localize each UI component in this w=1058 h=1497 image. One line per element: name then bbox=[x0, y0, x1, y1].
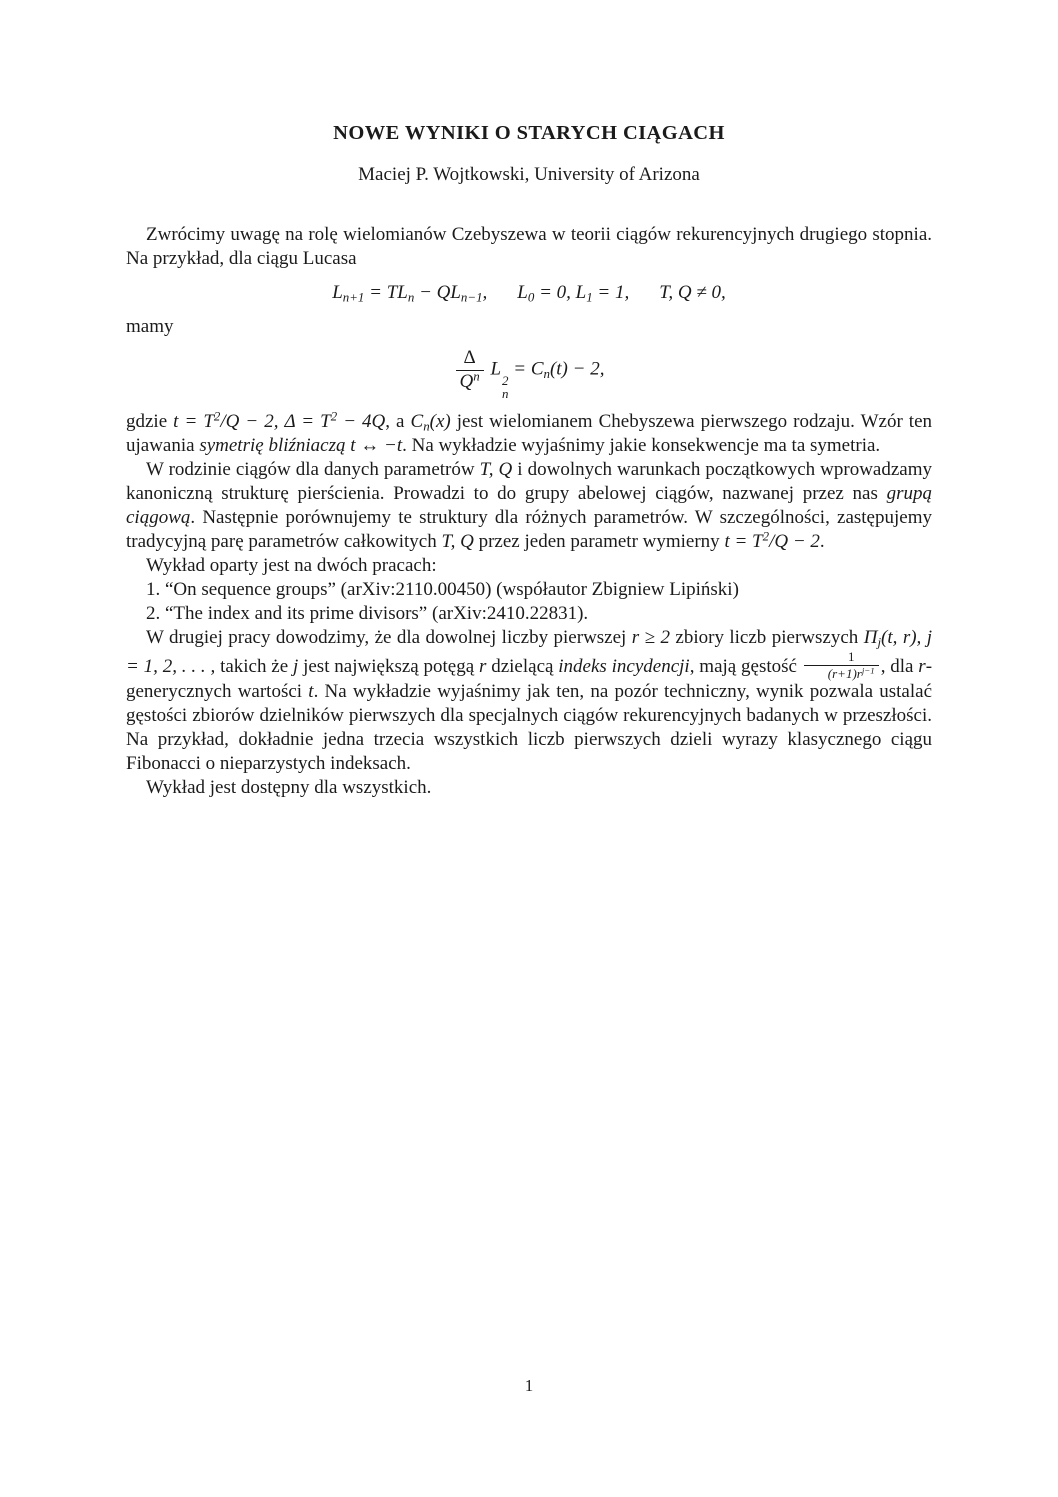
display-formula-lucas-recurrence bbox=[126, 280, 932, 306]
text-run: , a bbox=[385, 410, 411, 432]
text-run: = 1, bbox=[592, 282, 630, 303]
text-run: 0 bbox=[527, 289, 535, 305]
fraction bbox=[804, 650, 879, 680]
fraction-denominator bbox=[804, 666, 879, 681]
text-run: T, Q ≠ 0, bbox=[659, 282, 726, 303]
text-run: , mają gęstość bbox=[689, 655, 802, 677]
text-run: n bbox=[407, 289, 415, 305]
text-run: . Na wykładzie wyjaśnimy jakie konsekwencje ma ta symetria. bbox=[402, 434, 881, 456]
text-run: L bbox=[332, 282, 343, 303]
paragraph-gdzie bbox=[126, 410, 932, 458]
text-run: = 0, L bbox=[534, 282, 587, 303]
text-run: i dowolnych warunkach początkowych wprowadzamy kanoniczną strukturę pierścienia. Prowadzi to do grupy abelowej ciągów, nazwanej przez nas bbox=[126, 458, 932, 504]
text-run: gdzie bbox=[126, 410, 174, 432]
paragraph-ring-structure bbox=[126, 458, 932, 554]
reference-item-1 bbox=[126, 578, 932, 602]
text-run: grupą ciągową bbox=[126, 482, 932, 528]
text-run: jest największą potęgą bbox=[298, 655, 479, 677]
text-run: (r+1)r bbox=[827, 665, 862, 681]
superscript: 2 bbox=[502, 372, 509, 388]
paper-author: Maciej P. Wojtkowski, University of Arizona bbox=[358, 164, 700, 185]
text-run: (t) − 2, bbox=[549, 358, 605, 380]
text-run: . bbox=[819, 530, 825, 552]
page-content bbox=[126, 0, 932, 800]
text-run: n bbox=[543, 365, 550, 381]
text-run: dzielącą bbox=[486, 655, 559, 677]
text-run: L bbox=[490, 358, 502, 380]
text-run: = C bbox=[508, 358, 544, 380]
paragraph-mamy bbox=[126, 315, 932, 339]
text-run: W rodzinie ciągów dla danych parametrów bbox=[146, 458, 480, 480]
text-run: Zwrócimy uwagę na rolę wielomianów Czebyszewa w teorii ciągów rekurencyjnych drugiego stopnia. Na przykład, dla ciągu Lucasa bbox=[126, 224, 932, 269]
text-run: n−1 bbox=[460, 289, 483, 305]
text-run: (t, r), j = 1, 2, . . . , bbox=[126, 626, 933, 677]
paper-title: NOWE WYNIKI O STARYCH CIĄGACH bbox=[333, 122, 725, 144]
text-run: takich że bbox=[215, 655, 293, 677]
text-run: n bbox=[423, 418, 430, 434]
text-run: W drugiej pracy dowodzimy, że dla dowolnej liczby pierwszej bbox=[146, 626, 632, 648]
text-run: , bbox=[482, 282, 488, 303]
text-run: j bbox=[877, 634, 882, 650]
text-run: = TL bbox=[364, 282, 408, 303]
text-run: zbiory liczb pierwszych bbox=[669, 626, 864, 648]
text-run: L bbox=[517, 282, 528, 303]
fraction bbox=[456, 348, 484, 392]
text-run: 2 bbox=[330, 408, 338, 424]
text-run: 1. “On sequence groups” (arXiv:2110.00450) (współautor Zbigniew Lipiński) bbox=[146, 578, 739, 600]
page-number: 1 bbox=[524, 1376, 534, 1395]
text-run: n bbox=[473, 368, 480, 384]
text-run: 1 bbox=[586, 289, 593, 305]
text-run: . Następnie porównujemy te struktury dla różnych parametrów. W szczególności, zastępujemy tradycyjną parę parametrów całkowitych bbox=[126, 506, 932, 552]
text-run: n+1 bbox=[342, 289, 365, 305]
abstract-body bbox=[126, 223, 932, 800]
text-run: /Q − 2, Δ = T bbox=[220, 410, 331, 432]
text-run: t = T bbox=[173, 410, 214, 432]
text-run: , dla bbox=[880, 655, 919, 677]
text-run: t ↔ −t bbox=[345, 434, 403, 456]
text-run: 1 bbox=[847, 648, 855, 664]
text-run: jest wielomianem Chebyszewa pierwszego rodzaju. Wzór ten ujawania bbox=[126, 410, 933, 456]
text-run: T, Q bbox=[479, 458, 513, 480]
text-run: symetrię bliźniaczą bbox=[199, 434, 346, 456]
text-run: j−1 bbox=[861, 665, 875, 676]
text-run: 2. “The index and its prime divisors” (arXiv:2410.22831). bbox=[146, 602, 589, 624]
text-run: − 4Q bbox=[337, 410, 386, 432]
text-run: j bbox=[293, 655, 299, 677]
text-run: Q bbox=[459, 370, 474, 392]
text-run: Wykład jest dostępny dla wszystkich. bbox=[146, 777, 432, 799]
text-run: t bbox=[308, 681, 314, 703]
text-run: C bbox=[410, 410, 424, 432]
paragraph-closing bbox=[126, 776, 932, 800]
text-run: Π bbox=[863, 626, 878, 648]
text-run: Wykład oparty jest na dwóch pracach: bbox=[146, 554, 437, 576]
paragraph-two-papers bbox=[126, 554, 932, 578]
text-run: r bbox=[479, 655, 487, 677]
text-run: T, Q bbox=[441, 530, 474, 552]
paragraph-intro bbox=[126, 223, 932, 271]
paragraph-second-paper bbox=[126, 626, 932, 776]
subscript: n bbox=[502, 386, 509, 402]
text-run: r bbox=[918, 655, 926, 677]
text-run: r ≥ 2 bbox=[631, 626, 670, 648]
text-run: 2 bbox=[213, 408, 221, 424]
text-run: (x) bbox=[429, 410, 451, 432]
fraction-denominator bbox=[456, 368, 484, 393]
text-run: 2 bbox=[762, 528, 770, 544]
text-run: t = T bbox=[724, 530, 763, 552]
text-run: . Na wykładzie wyjaśnimy jak ten, na pozór techniczny, wynik pozwala ustalać gęstości zbiorów dzielników pierwszych dla specjalnych ciągów rekurencyjnych badanych w przeszłości. Na przykład, dokładnie jedna trzecia wszystkich liczb pierwszych dzieli wyrazy klasycznego ciągu Fibonacci o nieparzystych indeksach. bbox=[126, 681, 933, 775]
text-run: − QL bbox=[414, 282, 461, 303]
text-run: Δ bbox=[463, 347, 476, 368]
display-formula-chebyshev-identity bbox=[126, 348, 932, 401]
text-run: indeks incydencji bbox=[558, 655, 690, 677]
reference-item-2 bbox=[126, 602, 932, 626]
text-run: mamy bbox=[126, 316, 174, 337]
text-run: przez jeden parametr wymierny bbox=[473, 530, 725, 552]
fraction-numerator bbox=[804, 650, 879, 666]
text-run: /Q − 2 bbox=[769, 530, 820, 552]
text-run: -generycznych wartości bbox=[126, 655, 933, 703]
